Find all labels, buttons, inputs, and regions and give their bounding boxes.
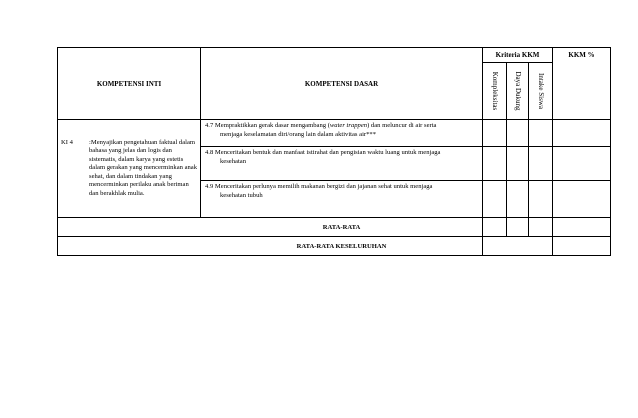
kd-text: Mempraktikkan gerak dasar mengambang ( xyxy=(214,122,330,129)
score-cell xyxy=(529,147,553,181)
criteria-label: Daya Dukung xyxy=(513,71,522,111)
kd-row-4-8 xyxy=(201,147,483,181)
score-cell xyxy=(553,147,611,181)
ki-cell xyxy=(58,120,201,218)
kd-italic: water trappen xyxy=(329,122,368,129)
score-cell xyxy=(553,120,611,147)
score-cell xyxy=(483,181,507,218)
criteria-label: Kompleksitas xyxy=(490,71,499,111)
score-cell xyxy=(529,181,553,218)
kd-line2: menjaga keselamatan diri/orang lain dalam aktivitas air*** xyxy=(220,130,376,138)
kkm-table xyxy=(57,47,611,256)
score-cell xyxy=(529,218,553,237)
header-kkm-percent: KKM % xyxy=(553,48,611,120)
score-cell xyxy=(483,218,507,237)
ki-text: :Menyajikan pengetahuan faktual dalam bahasa yang jelas dan logis dan sistematis, dalam karya yang estetis dalam gerakan yang mencerminkan anak sehat, dan dalam tindakan yang mencerminkan perilaku anak beriman dan berakhlak mulia. xyxy=(89,138,198,197)
criteria-kompleksitas xyxy=(483,63,507,120)
criteria-daya-dukung xyxy=(507,63,529,120)
ki-code: KI 4 xyxy=(61,138,73,146)
header-kompetensi-inti: KOMPETENSI INTI xyxy=(58,48,201,120)
score-cell xyxy=(483,237,553,256)
kd-number: 4.9 xyxy=(205,183,214,190)
score-cell xyxy=(529,120,553,147)
score-cell xyxy=(553,218,611,237)
header-kriteria-kkm: Kriteria KKM xyxy=(483,48,553,63)
criteria-intake-siswa xyxy=(529,63,553,120)
kd-text-after: ) dan meluncur di air serta xyxy=(367,122,437,129)
kd-line2: kesehatan xyxy=(220,157,246,165)
rata-rata-label: RATA-RATA xyxy=(58,218,483,237)
score-cell xyxy=(553,237,611,256)
kd-row-4-9 xyxy=(201,181,483,218)
kd-number: 4.8 xyxy=(205,149,214,156)
score-cell xyxy=(553,181,611,218)
kd-line2: kesehatan tubuh xyxy=(220,191,263,199)
score-cell xyxy=(483,147,507,181)
rata-rata-keseluruhan-label: RATA-RATA KESELURUHAN xyxy=(58,237,483,256)
kd-row-4-7 xyxy=(201,120,483,147)
score-cell xyxy=(507,120,529,147)
kd-number: 4.7 xyxy=(205,122,214,129)
criteria-label: Intake Siswa xyxy=(536,73,545,109)
score-cell xyxy=(507,218,529,237)
header-kompetensi-dasar: KOMPETENSI DASAR xyxy=(201,48,483,120)
score-cell xyxy=(507,147,529,181)
kd-text: Menceritakan perlunya memilih makanan bergizi dan jajanan sehat untuk menjaga xyxy=(214,183,433,190)
kd-text: Menceritakan bentuk dan manfaat istirahat dan pengisian waktu luang untuk menjaga xyxy=(214,149,441,156)
score-cell xyxy=(507,181,529,218)
score-cell xyxy=(483,120,507,147)
